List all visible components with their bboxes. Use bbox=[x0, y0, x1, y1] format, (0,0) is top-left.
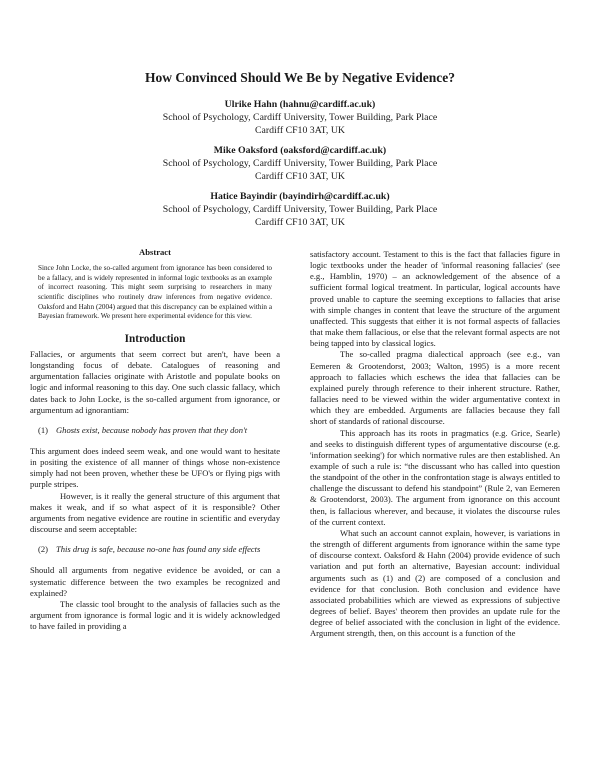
author-affiliation: School of Psychology, Cardiff University, Tower Building, Park Place bbox=[162, 204, 438, 215]
paragraph: satisfactory account. Testament to this is the fact that fallacies figure in logic textbooks under the header of 'informal reasoning fallacies' (see e.g., Hamblin, 1970) – an acknowledgement of the absence of a sufficient formal logical treatment. In particular, logical accounts have proved unable to capture the seeming exceptions to fallacies that arise with simple changes in content that leave the structure of the argument unaffected. This suggests that either it is not formal aspects of fallacies that make them fallacious, or else that the relevant formal aspects are not being tapped into by classical logics. bbox=[310, 249, 560, 349]
abstract-heading: Abstract bbox=[139, 247, 171, 257]
paragraph: This approach has its roots in pragmatics (e.g. Grice, Searle) and seeks to distinguish different types of argumentative discourse (e.g. 'information seeking') for which normative rules are then established. An example of such a rule is: “the discussant who has called into question the standpoint of the other in the confrontation stage is always entitled to challenge the discussant to defend his standpoint” (Rule 2, van Eemeren & Grootendorst, 2003). The argument from ignorance on this account then, is fallacious wherever, and because, it violates the discourse rules of the current context. bbox=[310, 427, 560, 527]
author-name: Ulrike Hahn (hahnu@cardiff.ac.uk) bbox=[224, 99, 376, 110]
right-column bbox=[310, 249, 560, 639]
author-affiliation: School of Psychology, Cardiff University, Tower Building, Park Place bbox=[162, 112, 438, 123]
author-city: Cardiff CF10 3AT, UK bbox=[255, 217, 345, 228]
example-text: Ghosts exist, because nobody has proven that they don't bbox=[56, 424, 248, 435]
example-number: (2) bbox=[38, 544, 48, 555]
paragraph: The classic tool brought to the analysis of fallacies such as the argument from ignorance is formal logic and it is widely acknowledged to have failed in providing a bbox=[30, 598, 280, 632]
example-number: (1) bbox=[38, 424, 48, 435]
left-column bbox=[30, 247, 280, 632]
author-name: Hatice Bayindir (bayindirh@cardiff.ac.uk) bbox=[210, 191, 390, 202]
author-block-1 bbox=[0, 98, 600, 137]
introduction-heading: Introduction bbox=[124, 332, 186, 345]
example-2 bbox=[30, 544, 280, 555]
paragraph: The so-called pragma dialectical approach (see e.g., van Eemeren & Grootendorst, 2003; Walton, 1995) is a more recent approach to fallacies which eschews the idea that fallacies can be explained purely through reference to their inherent structure. Rather, fallacies need to be viewed within the wider argumentative context in which they are embedded. Arguments are fallacies because they fall short of standards of rational discourse. bbox=[310, 349, 560, 427]
author-block-2 bbox=[0, 144, 600, 183]
paragraph: However, is it really the general structure of this argument that makes it weak, and if so what aspect of it is responsible? Other arguments from negative evidence are routine in scientific and everyday discourse and seem acceptable: bbox=[30, 490, 280, 535]
author-city: Cardiff CF10 3AT, UK bbox=[255, 125, 345, 136]
author-city: Cardiff CF10 3AT, UK bbox=[255, 171, 345, 182]
paragraph: What such an account cannot explain, however, is variations in the strength of different arguments from ignorance within the same type of discourse context. Oaksford & Hahn (2004) provide evidence of such variation and put forth an alternative, Bayesian account: individual arguments such as (1) and (2) are composed of a conclusion and evidence for that conclusion. Both conclusion and evidence have associated probabilities which are viewed as expressions of subjective degrees of belief. Bayes' theorem then provides an update rule for the degree of belief associated with the conclusion in light of the evidence. Argument strength, then, on this account is a function of the bbox=[310, 527, 560, 639]
author-name: Mike Oaksford (oaksford@cardiff.ac.uk) bbox=[213, 145, 387, 156]
paragraph: This argument does indeed seem weak, and one would want to hesitate in positing the existence of all manner of things whose non-existence simply had not been proven, whether these be UFO's or flying pigs with purple stripes. bbox=[30, 445, 280, 490]
abstract bbox=[30, 264, 280, 322]
author-block-3 bbox=[0, 190, 600, 229]
author-affiliation: School of Psychology, Cardiff University, Tower Building, Park Place bbox=[162, 158, 438, 169]
paper-title: How Convinced Should We Be by Negative Evidence? bbox=[145, 70, 455, 85]
paragraph: Fallacies, or arguments that seem correct but aren't, have been a longstanding focus of debate. Catalogues of reasoning and argumentation fallacies originate with Aristotle and populate books on logic and informal reasoning to this day. One such classic fallacy, which dates back to John Locke, is the so-called argument from ignorance, or argumentum ad ignorantiam: bbox=[30, 348, 280, 415]
example-1 bbox=[30, 425, 280, 436]
paragraph: Should all arguments from negative evidence be avoided, or can a systematic difference between the two examples be recognized and explained? bbox=[30, 565, 280, 598]
abstract-text: Since John Locke, the so-called argument from ignorance has been considered to be a fallacy, and is widely represented in informal logic textbooks as an example of incorrect reasoning. This might seem surprising to researchers in many scientific disciplines who routinely draw inferences from negative evidence. Oaksford and Hahn (2004) argued that this discrepancy can be explained within a Bayesian framework. We present here experimental evidence for this view. bbox=[38, 264, 272, 321]
example-text: This drug is safe, because no-one has found any side effects bbox=[56, 544, 261, 555]
